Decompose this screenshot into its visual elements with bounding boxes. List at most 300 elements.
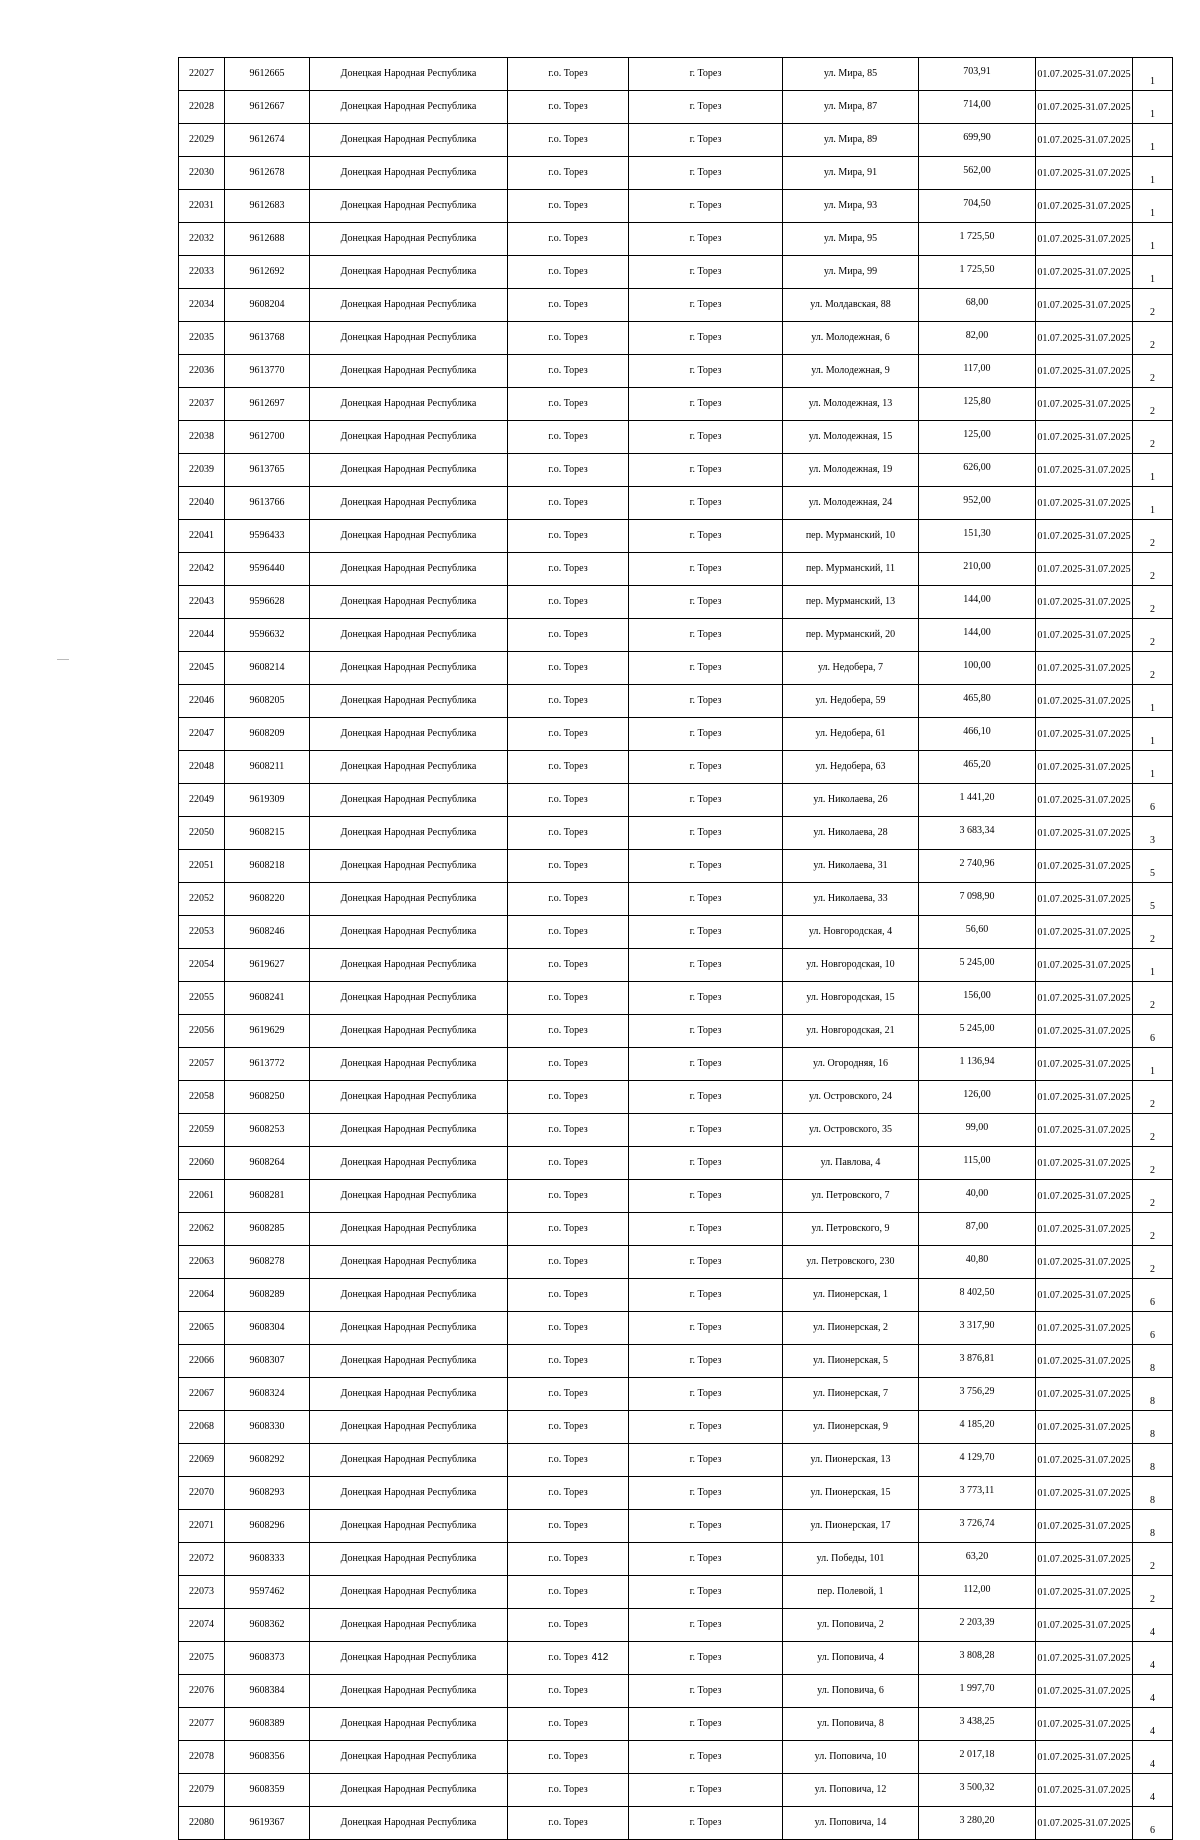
row-number-cell: 22039 (179, 454, 225, 487)
area-value-cell: 562,00 (919, 157, 1036, 190)
period-cell: 01.07.2025-31.07.2025 (1036, 1708, 1133, 1741)
object-id-cell: 9608215 (225, 817, 310, 850)
period-cell: 01.07.2025-31.07.2025 (1036, 1411, 1133, 1444)
table-row (179, 1708, 1173, 1741)
municipal-district-cell: г.о. Торез (508, 784, 629, 817)
period-cell: 01.07.2025-31.07.2025 (1036, 256, 1133, 289)
address-cell: ул. Николаева, 33 (783, 883, 919, 916)
area-value-cell: 151,30 (919, 520, 1036, 553)
row-number-cell: 22038 (179, 421, 225, 454)
area-value-cell: 7 098,90 (919, 883, 1036, 916)
table-row (179, 421, 1173, 454)
table-row (179, 1048, 1173, 1081)
count-cell: 8 (1133, 1378, 1173, 1411)
table-row (179, 1609, 1173, 1642)
object-id-cell: 9608293 (225, 1477, 310, 1510)
period-cell: 01.07.2025-31.07.2025 (1036, 1147, 1133, 1180)
area-value-cell: 1 997,70 (919, 1675, 1036, 1708)
address-cell: ул. Поповича, 10 (783, 1741, 919, 1774)
period-cell: 01.07.2025-31.07.2025 (1036, 652, 1133, 685)
municipal-district-cell: г.о. Торез (508, 553, 629, 586)
count-cell: 1 (1133, 256, 1173, 289)
municipal-district-cell: г.о. Торез (508, 322, 629, 355)
object-id-cell: 9608253 (225, 1114, 310, 1147)
row-number-cell: 22046 (179, 685, 225, 718)
object-id-cell: 9608205 (225, 685, 310, 718)
area-value-cell: 125,00 (919, 421, 1036, 454)
municipal-district-cell: г.о. Торез (508, 1312, 629, 1345)
object-id-cell: 9612683 (225, 190, 310, 223)
region-cell: Донецкая Народная Республика (310, 817, 508, 850)
region-cell: Донецкая Народная Республика (310, 1774, 508, 1807)
municipal-district-cell: г.о. Торез (508, 586, 629, 619)
object-id-cell: 9619629 (225, 1015, 310, 1048)
municipal-district-cell: г.о. Торез (508, 1444, 629, 1477)
region-cell: Донецкая Народная Республика (310, 1048, 508, 1081)
period-cell: 01.07.2025-31.07.2025 (1036, 619, 1133, 652)
object-id-cell: 9608264 (225, 1147, 310, 1180)
region-cell: Донецкая Народная Республика (310, 1543, 508, 1576)
count-cell: 4 (1133, 1675, 1173, 1708)
municipal-district-cell: г.о. Торез (508, 1708, 629, 1741)
address-cell: ул. Петровского, 7 (783, 1180, 919, 1213)
municipal-district-cell: г.о. Торез (508, 817, 629, 850)
address-cell: ул. Поповича, 4 (783, 1642, 919, 1675)
count-cell: 2 (1133, 982, 1173, 1015)
object-id-cell: 9612692 (225, 256, 310, 289)
region-cell: Донецкая Народная Республика (310, 454, 508, 487)
object-id-cell: 9608218 (225, 850, 310, 883)
period-cell: 01.07.2025-31.07.2025 (1036, 520, 1133, 553)
row-number-cell: 22054 (179, 949, 225, 982)
table-row (179, 1279, 1173, 1312)
area-value-cell: 3 438,25 (919, 1708, 1036, 1741)
settlement-cell: г. Торез (629, 1312, 783, 1345)
area-value-cell: 3 808,28 (919, 1642, 1036, 1675)
settlement-cell: г. Торез (629, 1345, 783, 1378)
region-cell: Донецкая Народная Республика (310, 256, 508, 289)
table-row (179, 289, 1173, 322)
period-cell: 01.07.2025-31.07.2025 (1036, 355, 1133, 388)
municipal-district-cell: г.о. Торез (508, 1213, 629, 1246)
table-row (179, 850, 1173, 883)
address-cell: ул. Молодежная, 6 (783, 322, 919, 355)
count-cell: 1 (1133, 91, 1173, 124)
address-cell: ул. Новгородская, 4 (783, 916, 919, 949)
address-cell: ул. Молодежная, 24 (783, 487, 919, 520)
period-cell: 01.07.2025-31.07.2025 (1036, 421, 1133, 454)
period-cell: 01.07.2025-31.07.2025 (1036, 1048, 1133, 1081)
address-cell: ул. Молодежная, 15 (783, 421, 919, 454)
table-row (179, 454, 1173, 487)
area-value-cell: 156,00 (919, 982, 1036, 1015)
settlement-cell: г. Торез (629, 322, 783, 355)
region-cell: Донецкая Народная Республика (310, 1213, 508, 1246)
object-id-cell: 9608209 (225, 718, 310, 751)
period-cell: 01.07.2025-31.07.2025 (1036, 1576, 1133, 1609)
municipal-district-cell: г.о. Торез (508, 1180, 629, 1213)
settlement-cell: г. Торез (629, 619, 783, 652)
municipal-district-cell: г.о. Торез (508, 355, 629, 388)
period-cell: 01.07.2025-31.07.2025 (1036, 223, 1133, 256)
object-id-cell: 9608389 (225, 1708, 310, 1741)
period-cell: 01.07.2025-31.07.2025 (1036, 1477, 1133, 1510)
area-value-cell: 3 500,32 (919, 1774, 1036, 1807)
address-cell: ул. Недобера, 61 (783, 718, 919, 751)
region-cell: Донецкая Народная Республика (310, 1180, 508, 1213)
count-cell: 2 (1133, 1576, 1173, 1609)
area-value-cell: 112,00 (919, 1576, 1036, 1609)
address-cell: ул. Мира, 93 (783, 190, 919, 223)
row-number-cell: 22057 (179, 1048, 225, 1081)
object-id-cell: 9608356 (225, 1741, 310, 1774)
settlement-cell: г. Торез (629, 1543, 783, 1576)
region-cell: Донецкая Народная Республика (310, 322, 508, 355)
table-row (179, 91, 1173, 124)
address-cell: ул. Победы, 101 (783, 1543, 919, 1576)
count-cell: 3 (1133, 817, 1173, 850)
region-cell: Донецкая Народная Республика (310, 916, 508, 949)
count-cell: 8 (1133, 1411, 1173, 1444)
settlement-cell: г. Торез (629, 1510, 783, 1543)
table-row (179, 784, 1173, 817)
row-number-cell: 22052 (179, 883, 225, 916)
object-id-cell: 9608211 (225, 751, 310, 784)
object-id-cell: 9608373 (225, 1642, 310, 1675)
period-cell: 01.07.2025-31.07.2025 (1036, 1675, 1133, 1708)
area-value-cell: 466,10 (919, 718, 1036, 751)
address-cell: ул. Недобера, 63 (783, 751, 919, 784)
region-cell: Донецкая Народная Республика (310, 619, 508, 652)
object-id-cell: 9597462 (225, 1576, 310, 1609)
object-id-cell: 9612688 (225, 223, 310, 256)
settlement-cell: г. Торез (629, 883, 783, 916)
count-cell: 1 (1133, 58, 1173, 91)
area-value-cell: 68,00 (919, 289, 1036, 322)
address-cell: ул. Мира, 91 (783, 157, 919, 190)
region-cell: Донецкая Народная Республика (310, 124, 508, 157)
period-cell: 01.07.2025-31.07.2025 (1036, 1774, 1133, 1807)
count-cell: 1 (1133, 223, 1173, 256)
area-value-cell: 144,00 (919, 619, 1036, 652)
row-number-cell: 22074 (179, 1609, 225, 1642)
period-cell: 01.07.2025-31.07.2025 (1036, 157, 1133, 190)
region-cell: Донецкая Народная Республика (310, 1675, 508, 1708)
count-cell: 1 (1133, 487, 1173, 520)
settlement-cell: г. Торез (629, 223, 783, 256)
address-cell: ул. Новгородская, 21 (783, 1015, 919, 1048)
row-number-cell: 22072 (179, 1543, 225, 1576)
object-id-cell: 9596628 (225, 586, 310, 619)
count-cell: 1 (1133, 751, 1173, 784)
count-cell: 6 (1133, 1015, 1173, 1048)
period-cell: 01.07.2025-31.07.2025 (1036, 454, 1133, 487)
count-cell: 2 (1133, 619, 1173, 652)
area-value-cell: 3 280,20 (919, 1807, 1036, 1840)
count-cell: 2 (1133, 1213, 1173, 1246)
object-id-cell: 9608324 (225, 1378, 310, 1411)
count-cell: 8 (1133, 1510, 1173, 1543)
count-cell: 1 (1133, 190, 1173, 223)
region-cell: Донецкая Народная Республика (310, 1312, 508, 1345)
table-row (179, 916, 1173, 949)
period-cell: 01.07.2025-31.07.2025 (1036, 322, 1133, 355)
address-cell: ул. Поповича, 8 (783, 1708, 919, 1741)
region-cell: Донецкая Народная Республика (310, 718, 508, 751)
object-id-cell: 9612667 (225, 91, 310, 124)
region-cell: Донецкая Народная Республика (310, 1609, 508, 1642)
area-value-cell: 5 245,00 (919, 949, 1036, 982)
area-value-cell: 3 726,74 (919, 1510, 1036, 1543)
municipal-district-cell: г.о. Торез (508, 751, 629, 784)
region-cell: Донецкая Народная Республика (310, 1246, 508, 1279)
settlement-cell: г. Торез (629, 916, 783, 949)
row-number-cell: 22042 (179, 553, 225, 586)
count-cell: 1 (1133, 685, 1173, 718)
settlement-cell: г. Торез (629, 751, 783, 784)
object-id-cell: 9613772 (225, 1048, 310, 1081)
municipal-district-cell: г.о. Торез (508, 1048, 629, 1081)
row-number-cell: 22034 (179, 289, 225, 322)
municipal-district-cell: г.о. Торез (508, 520, 629, 553)
row-number-cell: 22056 (179, 1015, 225, 1048)
municipal-district-cell: г.о. Торез (508, 916, 629, 949)
municipal-district-cell: г.о. Торез (508, 223, 629, 256)
region-cell: Донецкая Народная Республика (310, 553, 508, 586)
area-value-cell: 117,00 (919, 355, 1036, 388)
address-cell: ул. Пионерская, 13 (783, 1444, 919, 1477)
area-value-cell: 1 441,20 (919, 784, 1036, 817)
period-cell: 01.07.2025-31.07.2025 (1036, 1081, 1133, 1114)
count-cell: 2 (1133, 1543, 1173, 1576)
address-cell: ул. Пионерская, 1 (783, 1279, 919, 1312)
municipal-district-cell: г.о. Торез (508, 421, 629, 454)
settlement-cell: г. Торез (629, 718, 783, 751)
table-row (179, 1180, 1173, 1213)
count-cell: 8 (1133, 1444, 1173, 1477)
region-cell: Донецкая Народная Республика (310, 223, 508, 256)
settlement-cell: г. Торез (629, 1180, 783, 1213)
settlement-cell: г. Торез (629, 1411, 783, 1444)
municipal-district-cell: г.о. Торез (508, 850, 629, 883)
settlement-cell: г. Торез (629, 1081, 783, 1114)
object-id-cell: 9608285 (225, 1213, 310, 1246)
address-cell: пер. Мурманский, 11 (783, 553, 919, 586)
region-cell: Донецкая Народная Республика (310, 1444, 508, 1477)
municipal-district-cell: г.о. Торез (508, 1477, 629, 1510)
table-row (179, 487, 1173, 520)
object-id-cell: 9608281 (225, 1180, 310, 1213)
count-cell: 4 (1133, 1741, 1173, 1774)
period-cell: 01.07.2025-31.07.2025 (1036, 751, 1133, 784)
count-cell: 4 (1133, 1774, 1173, 1807)
region-cell: Донецкая Народная Республика (310, 1345, 508, 1378)
row-number-cell: 22055 (179, 982, 225, 1015)
period-cell: 01.07.2025-31.07.2025 (1036, 817, 1133, 850)
count-cell: 2 (1133, 1114, 1173, 1147)
period-cell: 01.07.2025-31.07.2025 (1036, 982, 1133, 1015)
period-cell: 01.07.2025-31.07.2025 (1036, 916, 1133, 949)
period-cell: 01.07.2025-31.07.2025 (1036, 487, 1133, 520)
settlement-cell: г. Торез (629, 1708, 783, 1741)
object-id-cell: 9612674 (225, 124, 310, 157)
address-cell: пер. Полевой, 1 (783, 1576, 919, 1609)
area-value-cell: 465,80 (919, 685, 1036, 718)
region-cell: Донецкая Народная Республика (310, 421, 508, 454)
area-value-cell: 56,60 (919, 916, 1036, 949)
table-row (179, 157, 1173, 190)
table-row (179, 1246, 1173, 1279)
area-value-cell: 5 245,00 (919, 1015, 1036, 1048)
count-cell: 2 (1133, 652, 1173, 685)
area-value-cell: 87,00 (919, 1213, 1036, 1246)
region-cell: Донецкая Народная Республика (310, 1576, 508, 1609)
count-cell: 1 (1133, 157, 1173, 190)
settlement-cell: г. Торез (629, 256, 783, 289)
count-cell: 1 (1133, 949, 1173, 982)
region-cell: Донецкая Народная Республика (310, 1411, 508, 1444)
area-value-cell: 115,00 (919, 1147, 1036, 1180)
address-cell: ул. Николаева, 31 (783, 850, 919, 883)
area-value-cell: 703,91 (919, 58, 1036, 91)
region-cell: Донецкая Народная Республика (310, 1642, 508, 1675)
count-cell: 2 (1133, 520, 1173, 553)
region-cell: Донецкая Народная Республика (310, 1510, 508, 1543)
row-number-cell: 22060 (179, 1147, 225, 1180)
period-cell: 01.07.2025-31.07.2025 (1036, 1246, 1133, 1279)
row-number-cell: 22037 (179, 388, 225, 421)
row-number-cell: 22073 (179, 1576, 225, 1609)
row-number-cell: 22064 (179, 1279, 225, 1312)
settlement-cell: г. Торез (629, 487, 783, 520)
period-cell: 01.07.2025-31.07.2025 (1036, 1807, 1133, 1840)
municipal-district-cell: г.о. Торез (508, 454, 629, 487)
area-value-cell: 3 773,11 (919, 1477, 1036, 1510)
row-number-cell: 22027 (179, 58, 225, 91)
period-cell: 01.07.2025-31.07.2025 (1036, 190, 1133, 223)
region-cell: Донецкая Народная Республика (310, 1708, 508, 1741)
area-value-cell: 8 402,50 (919, 1279, 1036, 1312)
row-number-cell: 22076 (179, 1675, 225, 1708)
row-number-cell: 22051 (179, 850, 225, 883)
table-row (179, 256, 1173, 289)
row-number-cell: 22063 (179, 1246, 225, 1279)
row-number-cell: 22066 (179, 1345, 225, 1378)
object-id-cell: 9608307 (225, 1345, 310, 1378)
period-cell: 01.07.2025-31.07.2025 (1036, 1345, 1133, 1378)
address-cell: ул. Мира, 87 (783, 91, 919, 124)
object-id-cell: 9619309 (225, 784, 310, 817)
area-value-cell: 100,00 (919, 652, 1036, 685)
count-cell: 2 (1133, 1147, 1173, 1180)
object-id-cell: 9619627 (225, 949, 310, 982)
settlement-cell: г. Торез (629, 1147, 783, 1180)
municipal-district-cell: г.о. Торез (508, 124, 629, 157)
count-cell: 2 (1133, 1246, 1173, 1279)
table-row (179, 1345, 1173, 1378)
address-cell: ул. Николаева, 28 (783, 817, 919, 850)
count-cell: 2 (1133, 289, 1173, 322)
settlement-cell: г. Торез (629, 1807, 783, 1840)
object-id-cell: 9613765 (225, 454, 310, 487)
municipal-district-cell: г.о. Торез (508, 1147, 629, 1180)
count-cell: 4 (1133, 1609, 1173, 1642)
row-number-cell: 22071 (179, 1510, 225, 1543)
region-cell: Донецкая Народная Республика (310, 751, 508, 784)
scan-artifact (57, 659, 69, 660)
row-number-cell: 22045 (179, 652, 225, 685)
page-number: 412 (591, 1652, 609, 1663)
row-number-cell: 22078 (179, 1741, 225, 1774)
settlement-cell: г. Торез (629, 355, 783, 388)
object-id-cell: 9608304 (225, 1312, 310, 1345)
row-number-cell: 22053 (179, 916, 225, 949)
row-number-cell: 22036 (179, 355, 225, 388)
period-cell: 01.07.2025-31.07.2025 (1036, 1642, 1133, 1675)
area-value-cell: 626,00 (919, 454, 1036, 487)
area-value-cell: 144,00 (919, 586, 1036, 619)
row-number-cell: 22058 (179, 1081, 225, 1114)
municipal-district-cell: г.о. Торез (508, 289, 629, 322)
row-number-cell: 22070 (179, 1477, 225, 1510)
municipal-district-cell: г.о. Торез (508, 58, 629, 91)
table-row (179, 949, 1173, 982)
region-cell: Донецкая Народная Республика (310, 1015, 508, 1048)
settlement-cell: г. Торез (629, 1576, 783, 1609)
area-value-cell: 714,00 (919, 91, 1036, 124)
object-id-cell: 9612665 (225, 58, 310, 91)
count-cell: 6 (1133, 784, 1173, 817)
row-number-cell: 22029 (179, 124, 225, 157)
row-number-cell: 22068 (179, 1411, 225, 1444)
table-row (179, 1444, 1173, 1477)
count-cell: 2 (1133, 553, 1173, 586)
row-number-cell: 22075 (179, 1642, 225, 1675)
row-number-cell: 22048 (179, 751, 225, 784)
address-cell: ул. Павлова, 4 (783, 1147, 919, 1180)
municipal-district-cell: г.о. Торез (508, 1774, 629, 1807)
table-row (179, 1576, 1173, 1609)
table-row (179, 1411, 1173, 1444)
settlement-cell: г. Торез (629, 652, 783, 685)
count-cell: 2 (1133, 1180, 1173, 1213)
municipal-district-cell: г.о. Торез (508, 91, 629, 124)
row-number-cell: 22043 (179, 586, 225, 619)
object-id-cell: 9612697 (225, 388, 310, 421)
municipal-district-cell: г.о. Торез (508, 1114, 629, 1147)
address-cell: ул. Огородняя, 16 (783, 1048, 919, 1081)
table-row (179, 124, 1173, 157)
municipal-district-cell: г.о. Торез (508, 1345, 629, 1378)
municipal-district-cell: г.о. Торез (508, 1015, 629, 1048)
municipal-district-cell: г.о. Торез (508, 1642, 629, 1675)
area-value-cell: 40,00 (919, 1180, 1036, 1213)
table-row (179, 652, 1173, 685)
object-id-cell: 9608204 (225, 289, 310, 322)
region-cell: Донецкая Народная Республика (310, 1477, 508, 1510)
area-value-cell: 2 740,96 (919, 850, 1036, 883)
table-row (179, 817, 1173, 850)
address-cell: ул. Пионерская, 15 (783, 1477, 919, 1510)
object-id-cell: 9608333 (225, 1543, 310, 1576)
address-cell: ул. Молодежная, 19 (783, 454, 919, 487)
table-row (179, 553, 1173, 586)
row-number-cell: 22031 (179, 190, 225, 223)
settlement-cell: г. Торез (629, 91, 783, 124)
table-row (179, 1741, 1173, 1774)
settlement-cell: г. Торез (629, 1609, 783, 1642)
object-id-cell: 9596632 (225, 619, 310, 652)
